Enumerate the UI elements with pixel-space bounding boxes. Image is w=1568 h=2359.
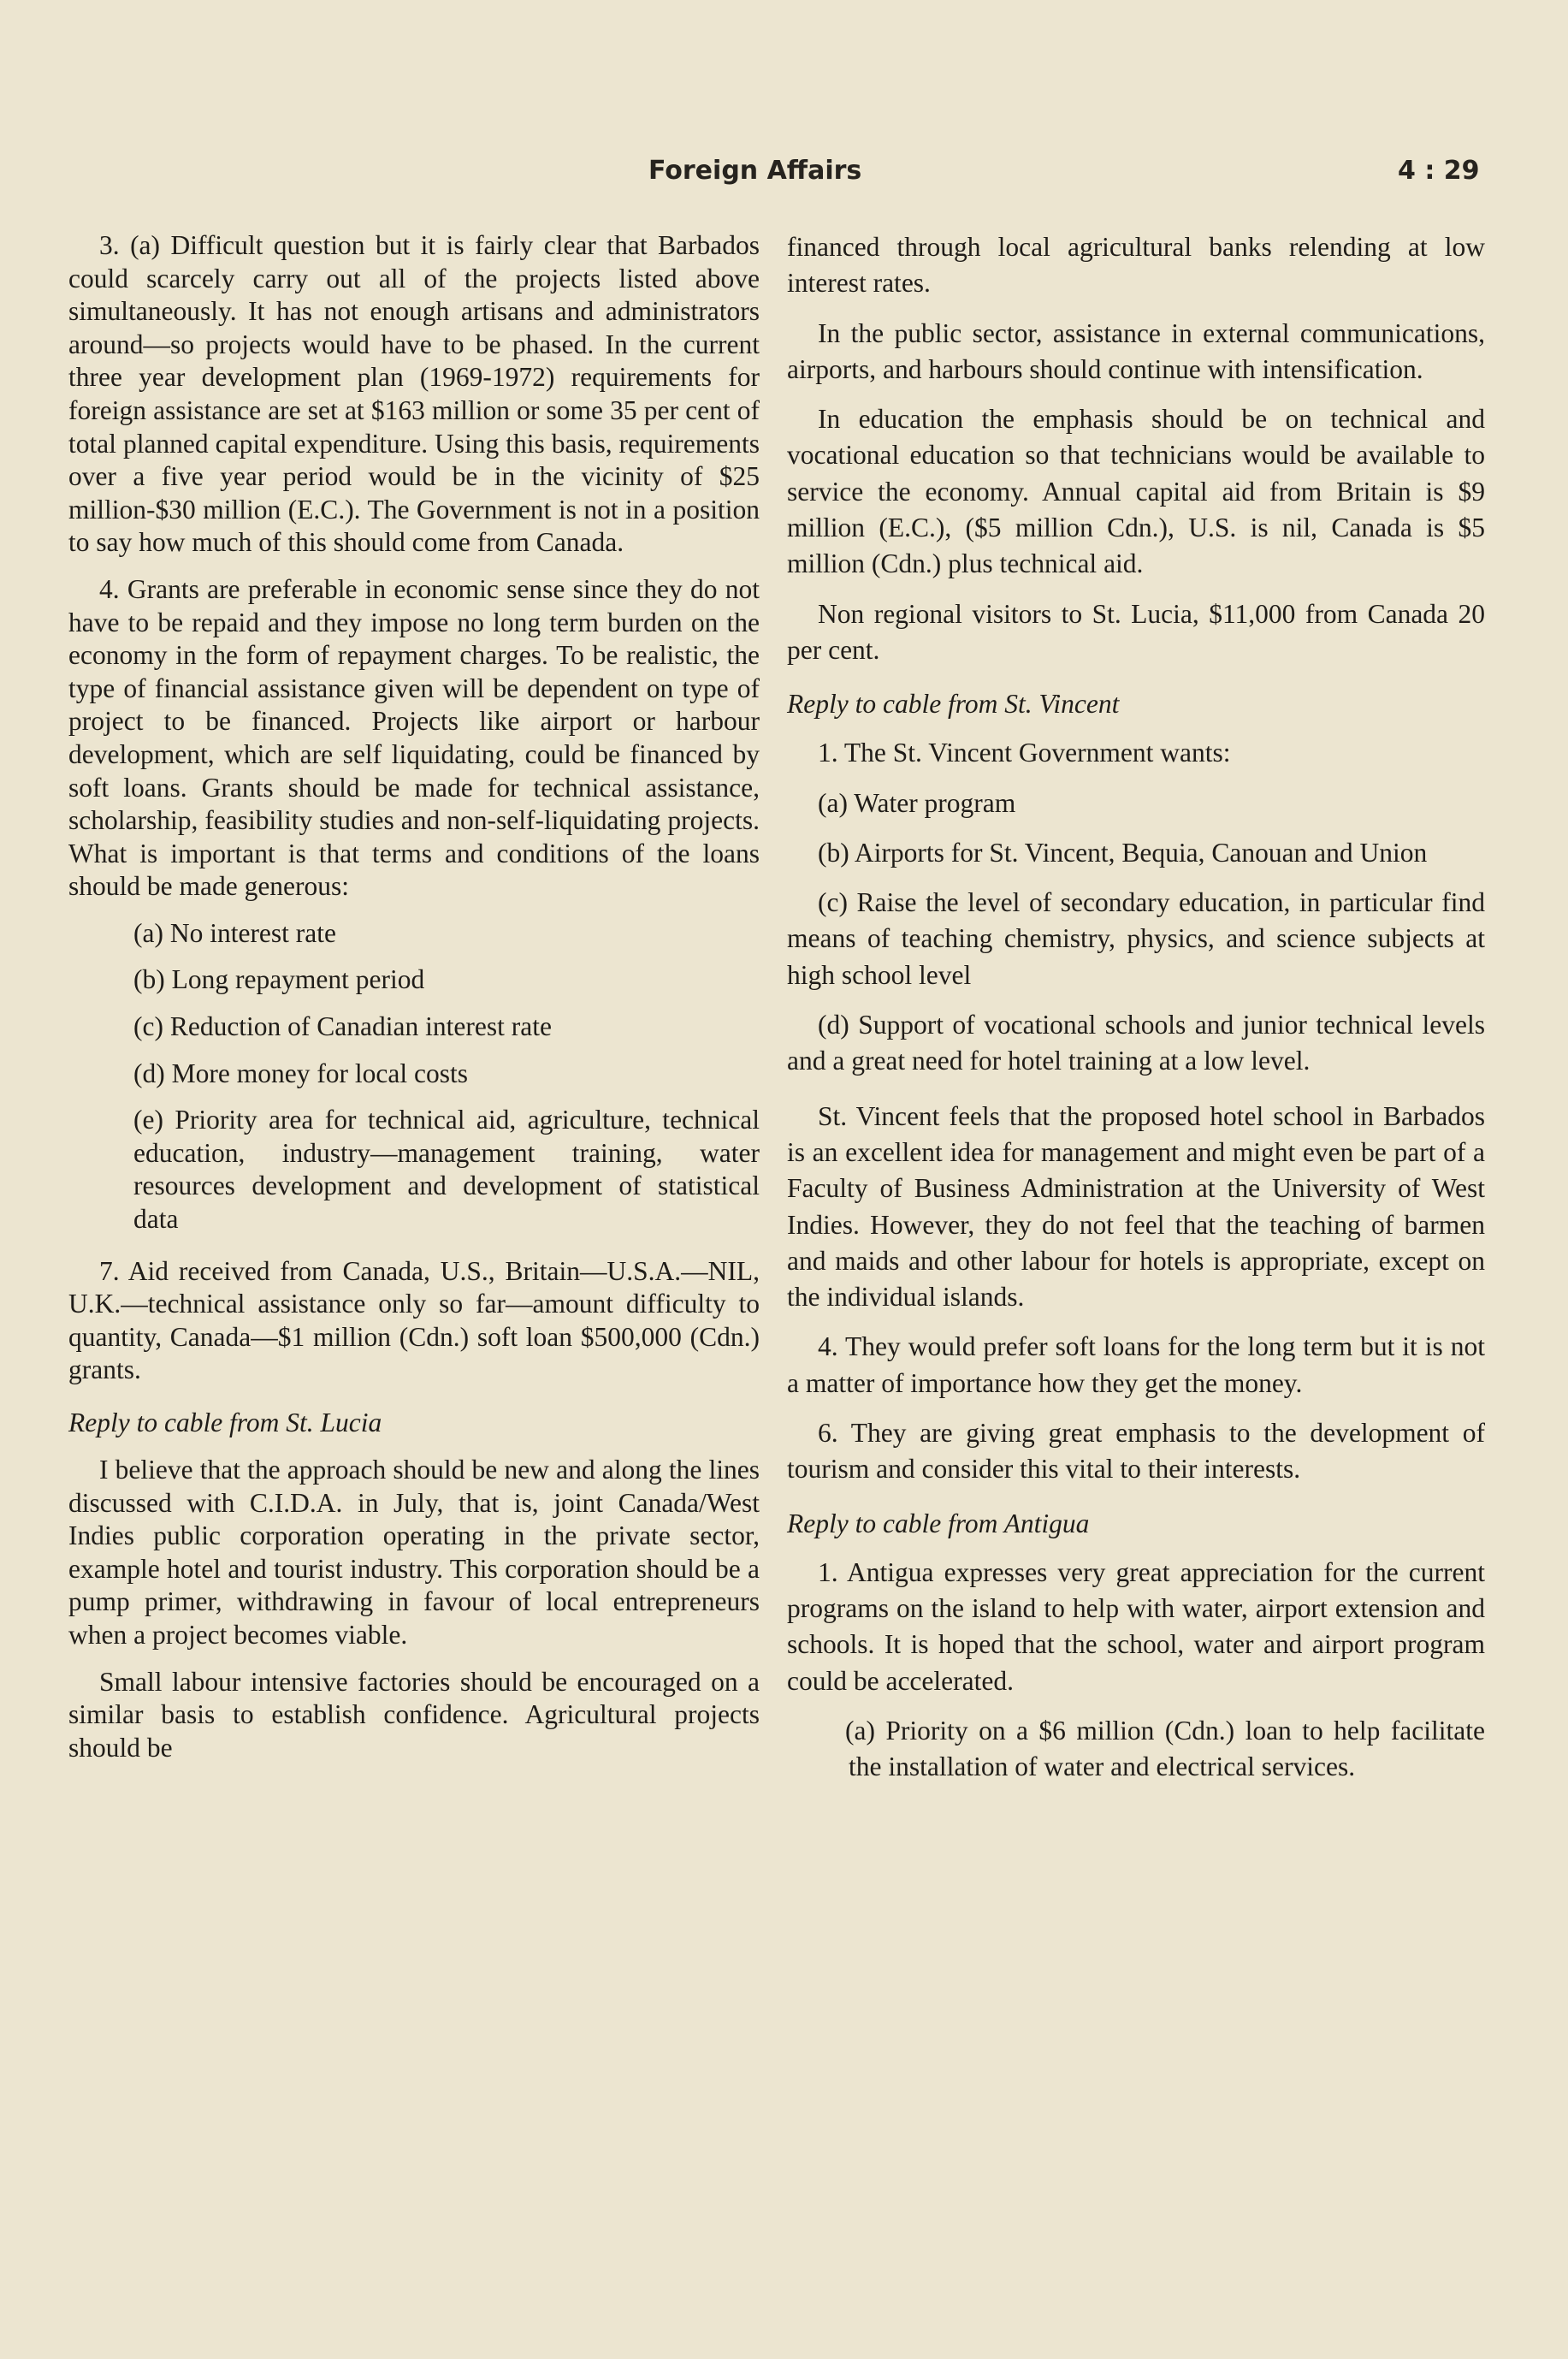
paragraph-hotel-school: St. Vincent feels that the proposed hotel school in Barbados is an excellent idea for management and might even be part of a Faculty of Business Administration at the University of West Indies. However, they do not feel that the teaching of barmen and maids and other labour for hotels is appropriate, except on the individual islands. <box>787 1100 1485 1313</box>
paragraph-item-4: 4. Grants are preferable in economic sense since they do not have to be repaid and they impose no long term burden on the economy in the form of repayment charges. To be realistic, the type of financial assistance given will be dependent on type of project to be financed. Projects like airport or harbour development, which are self liquidating, could be financed by soft loans. Grants should be made for technical assistance, scholarship, feasibility studies and non-self-liquidating projects. What is important is that terms and conditions of the loans should be made generous: <box>68 573 760 902</box>
running-header-title: Foreign Affairs <box>648 156 862 186</box>
list-item-c: (c) Reduction of Canadian interest rate <box>133 1011 552 1042</box>
paragraph-item-4-soft-loans: 4. They would prefer soft loans for the long term but it is not a matter of importance how they get the money. <box>787 1331 1485 1398</box>
paragraph-continued: financed through local agricultural banks relending at low interest rates. <box>787 232 1485 299</box>
list-item-d: (d) More money for local costs <box>133 1058 469 1088</box>
list-item-b: (b) Long repayment period <box>133 964 425 995</box>
list-item-d: (d) Support of vocational schools and junior technical levels and a great need for hotel training at a low level. <box>787 1010 1485 1076</box>
paragraph-antigua-appreciation: 1. Antigua expresses very great appreciation for the current programs on the island to help with water, airport extension and schools. It is hoped that the school, water and airport program could be accelerated. <box>787 1556 1485 1696</box>
heading-antigua: Reply to cable from Antigua <box>787 1508 1090 1538</box>
list-item-a-antigua: (a) Priority on a $6 million (Cdn.) loan to help facilitate the installation of water and electrical services. <box>845 1715 1485 1782</box>
paragraph-item-3: 3. (a) Difficult question but it is fairly clear that Barbados could scarcely carry out all of the projects listed above simultaneously. It has not enough artisans and administrators around—so projects would have to be phased. In the current three year development plan (1969-1972) requirements for foreign assistance are set at $163 million or some 35 per cent of total planned capital expenditure. Using this basis, requirements over a five year period would be in the vicinity of $25 million-$30 million (E.C.). The Government is not in a position to say how much of this should come from Canada. <box>68 230 760 558</box>
paragraph-st-lucia-approach: I believe that the approach should be new and along the lines discussed with C.I.D.A. in July, that is, joint Canada/West Indies public corporation operating in the private sector, example hotel and tourist industry. This corporation should be a pump primer, withdrawing in favour of local entrepreneurs when a project becomes viable. <box>68 1455 760 1650</box>
list-item-c: (c) Raise the level of secondary education, in particular find means of teaching chemistry, physics, and science subjects at high school level <box>787 887 1485 990</box>
paragraph-st-lucia-factories: Small labour intensive factories should be encouraged on a similar basis to establish confidence. Agricultural projects should be <box>68 1666 760 1763</box>
paragraph-public-sector: In the public sector, assistance in external communications, airports, and harbours should continue with intensification. <box>787 317 1485 384</box>
right-column <box>787 229 1485 1785</box>
left-column <box>68 229 760 1764</box>
list-item-b: (b) Airports for St. Vincent, Bequia, Canouan and Union <box>818 837 1428 868</box>
page-number: 4 : 29 <box>1398 156 1480 186</box>
heading-st-vincent: Reply to cable from St. Vincent <box>787 689 1120 720</box>
list-item-e: (e) Priority area for technical aid, agriculture, technical education, industry—management training, water resources development and development of statistical data <box>133 1105 760 1235</box>
paragraph-item-6-tourism: 6. They are giving great emphasis to the development of tourism and consider this vital to their interests. <box>787 1418 1485 1485</box>
paragraph-item-7: 7. Aid received from Canada, U.S., Britain—U.S.A.—NIL, U.K.—technical assistance only so far—amount difficulty to quantity, Canada—$1 million (Cdn.) soft loan $500,000 (Cdn.) grants. <box>68 1255 760 1385</box>
paragraph-visitors: Non regional visitors to St. Lucia, $11,000 from Canada 20 per cent. <box>787 598 1485 665</box>
paragraph-education: In education the emphasis should be on technical and vocational education so that technicians would be available to service the economy. Annual capital aid from Britain is $9 million (E.C.), ($5 million Cdn.), U.S. is nil, Canada is $5 million (Cdn.) plus technical aid. <box>787 404 1485 579</box>
paragraph-st-vincent-wants: 1. The St. Vincent Government wants: <box>818 738 1231 768</box>
list-item-a: (a) No interest rate <box>133 917 337 948</box>
heading-st-lucia: Reply to cable from St. Lucia <box>68 1408 382 1437</box>
list-item-a: (a) Water program <box>818 787 1016 818</box>
